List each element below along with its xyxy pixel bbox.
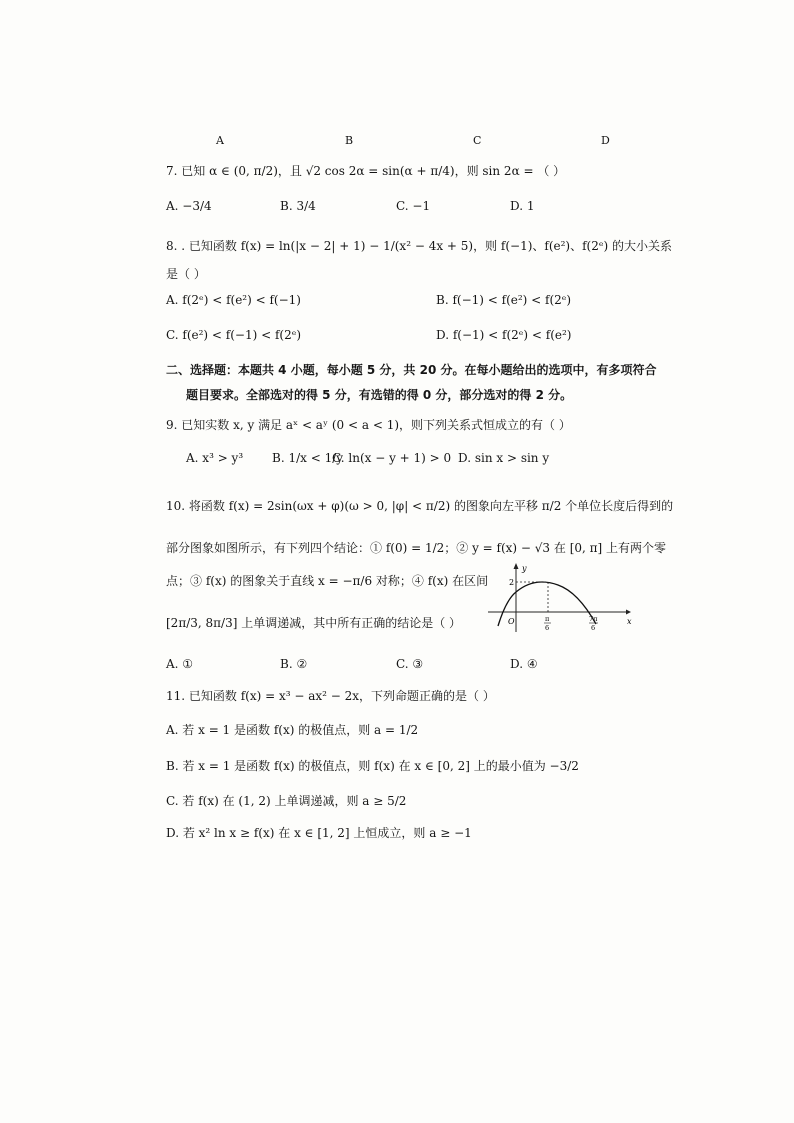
q11-option-c[interactable]: C. 若 f(x) 在 (1, 2) 上单调递减，则 a ≥ 5/2 — [166, 794, 407, 808]
graph-x-arrow — [626, 610, 631, 615]
q7-option-a[interactable]: A. −3/4 — [166, 199, 212, 213]
q7-stem: 7. 已知 α ∈ (0, π/2)，且 √2 cos 2α = sin(α + π/4)，则 sin 2α = （ ） — [166, 164, 566, 178]
q7-option-d[interactable]: D. 1 — [510, 199, 535, 213]
q8-option-b[interactable]: B. f(−1) < f(e²) < f(2ᵉ) — [436, 293, 572, 307]
q8-option-a[interactable]: A. f(2ᵉ) < f(e²) < f(−1) — [166, 293, 301, 307]
q11-stem: 11. 已知函数 f(x) = x³ − ax² − 2x，下列命题正确的是（ ） — [166, 689, 495, 703]
q7-option-c[interactable]: C. −1 — [396, 199, 431, 213]
q10-option-a[interactable]: A. ① — [166, 657, 194, 671]
q9-option-a[interactable]: A. x³ > y³ — [186, 451, 244, 465]
graph-tick1-den: 6 — [545, 624, 550, 632]
graph-origin-label: O — [508, 617, 515, 626]
q10-line4: [2π/3, 8π/3] 上单调递减，其中所有正确的结论是（ ） — [166, 616, 462, 630]
graph-tick2-den: 6 — [591, 624, 596, 632]
q11-option-d[interactable]: D. 若 x² ln x ≥ f(x) 在 x ∈ [1, 2] 上恒成立，则 a ≥ −1 — [166, 826, 472, 840]
q7-option-b[interactable]: B. 3/4 — [280, 199, 316, 213]
q8-option-d[interactable]: D. f(−1) < f(2ᵉ) < f(e²) — [436, 328, 572, 342]
q9-option-c[interactable]: C. ln(x − y + 1) > 0 — [332, 451, 452, 465]
q10-option-b[interactable]: B. ② — [280, 657, 308, 671]
graph-tick1-num: π — [545, 615, 550, 623]
q11-option-b[interactable]: B. 若 x = 1 是函数 f(x) 的极值点，则 f(x) 在 x ∈ [0, 2] 上的最小值为 −3/2 — [166, 759, 579, 773]
q10-line1: 10. 将函数 f(x) = 2sin(ωx + φ)(ω > 0, |φ| < π/2) 的图象向左平移 π/2 个单位长度后得到的 — [166, 499, 674, 513]
q10-sine-graph — [486, 562, 632, 634]
q10-line2: 部分图象如图所示，有下列四个结论：① f(0) = 1/2；② y = f(x) − √3 在 [0, π] 上有两个零 — [166, 541, 667, 555]
q9-option-b[interactable]: B. 1/x < 1/y — [272, 451, 344, 465]
q9-stem: 9. 已知实数 x, y 满足 aˣ < aʸ (0 < a < 1)，则下列关系式恒成立的有（ ） — [166, 418, 571, 432]
q9-option-d[interactable]: D. sin x > sin y — [458, 451, 550, 465]
graph-y-label: y — [522, 564, 527, 573]
figure-label-d: D — [601, 134, 610, 147]
graph-peak-label: 2 — [509, 578, 515, 587]
q8-stem-line1: 8. . 已知函数 f(x) = ln(|x − 2| + 1) − 1/(x² − 4x + 5)，则 f(−1)、f(e²)、f(2ᵉ) 的大小关系 — [166, 239, 673, 253]
graph-y-arrow — [514, 563, 519, 569]
q10-option-d[interactable]: D. ④ — [510, 657, 538, 671]
figure-label-b: B — [345, 134, 354, 147]
graph-x-label: x — [627, 617, 632, 626]
figure-label-c: C — [473, 134, 482, 147]
q8-stem-line2: 是（ ） — [166, 267, 206, 281]
q10-option-c[interactable]: C. ③ — [396, 657, 424, 671]
section-2-line1: 二、选择题：本题共 4 小题，每小题 5 分，共 20 分。在每小题给出的选项中，有多项符合 — [166, 363, 657, 377]
q10-line3: 点；③ f(x) 的图象关于直线 x = −π/6 对称；④ f(x) 在区间 — [166, 574, 489, 588]
q8-option-c[interactable]: C. f(e²) < f(−1) < f(2ᵉ) — [166, 328, 302, 342]
figure-label-a: A — [216, 134, 224, 147]
graph-tick2-num: 7π — [589, 615, 598, 623]
q11-option-a[interactable]: A. 若 x = 1 是函数 f(x) 的极值点，则 a = 1/2 — [166, 723, 419, 737]
section-2-line2: 题目要求。全部选对的得 5 分，有选错的得 0 分，部分选对的得 2 分。 — [186, 388, 573, 402]
